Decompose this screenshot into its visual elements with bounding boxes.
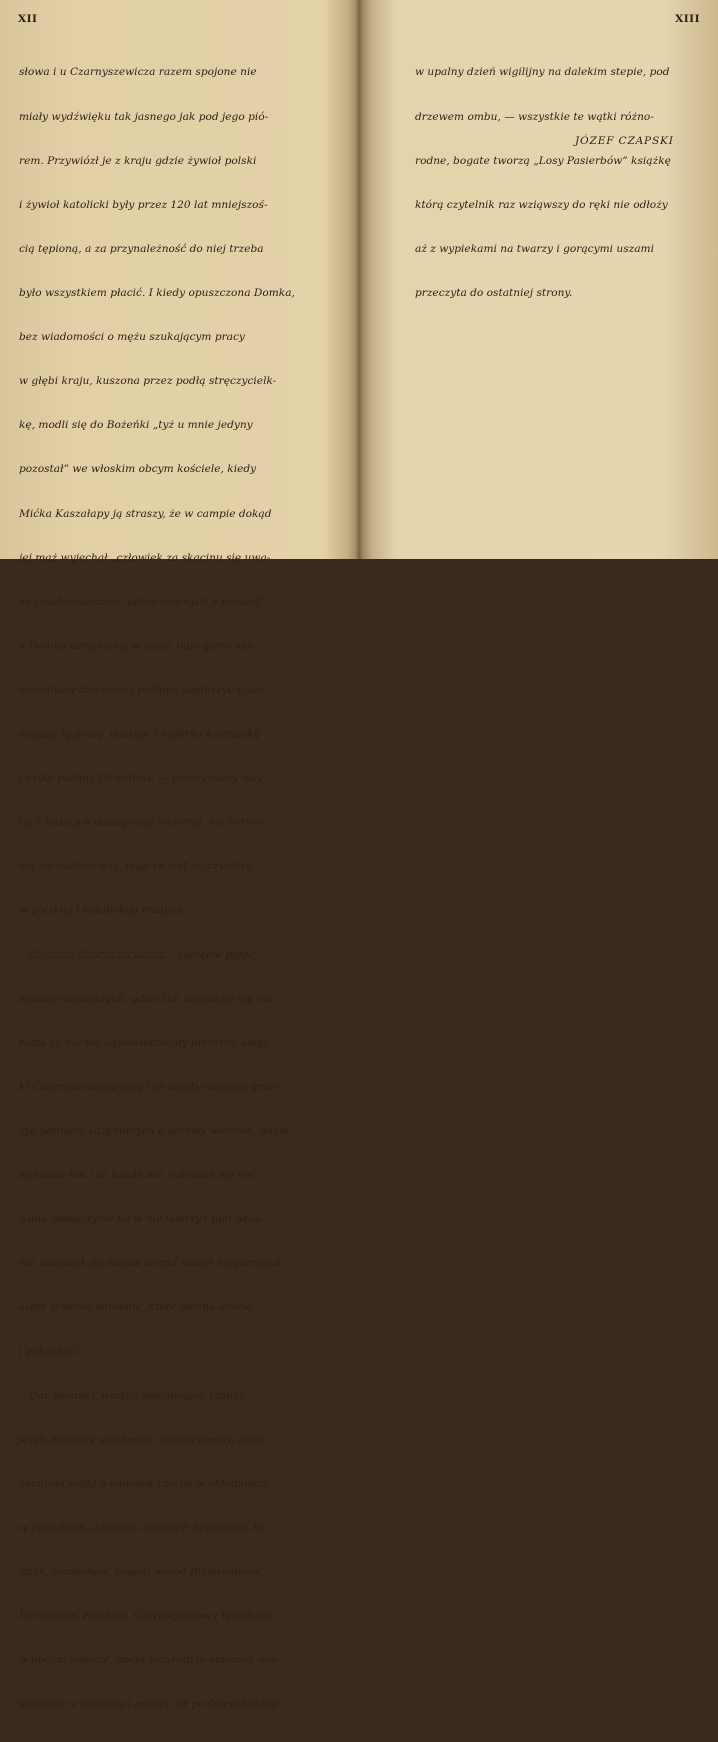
underlined-word-tak: tak	[69, 1169, 86, 1182]
text-line: w polskiej i katolickiej tradycji.	[19, 904, 187, 917]
text-fragment: za każde	[19, 1169, 69, 1182]
text-line: lokrotnie z prostotą i poezją, aż po śpiew kolędy,	[19, 1698, 280, 1711]
text-fragment: i za każde	[86, 1169, 147, 1182]
text-line: przeczyta do ostatniej strony.	[415, 286, 573, 299]
left-page-number: XII	[18, 13, 38, 25]
text-line: jatyk, zamachów, pogoni wśród Białorusinów,	[19, 1566, 263, 1579]
text-line: bez wiadomości o mężu szukającym pracy	[19, 331, 245, 344]
text-line: niającą ją grozę, dostaje z kuferka kantyczkę	[19, 728, 261, 741]
text-line: nej od wieków nici, tego co jest najczystsze	[19, 860, 252, 873]
text-line: w obcym świecie, obcej przyrodzie opisanej wie-	[19, 1654, 280, 1667]
left-page	[0, 0, 359, 1711]
text-line: cią tępioną, a za przynależność do niej trzeba	[19, 242, 264, 255]
text-line: zawsze względnych, gdzie tak wygodnie się roz-	[19, 992, 278, 1005]
text-line: nie stosunek do świata wśród nawet najgorszych	[19, 1257, 282, 1270]
author-signature: JÓZEF CZAPSKI	[575, 135, 674, 147]
text-line: żyć pełnych, zazębionych o sprawy wieczne, gdzie	[19, 1125, 289, 1138]
text-line: rodne, bogate tworzą „Losy Pasierbów” książkę	[415, 154, 671, 167]
left-page-text	[19, 36, 295, 1742]
text-line: a Domka zamyka się w izbie, daje garść sło-	[19, 639, 255, 652]
underlined-word-nie: nie	[146, 1169, 163, 1182]
text-line: i żywioł katolicki były przez 120 lat mniejszoś-	[19, 198, 268, 211]
text-line: słowa i u Czarnyszewicza razem spojone nie	[19, 66, 257, 79]
text-line: w fabrykach, dalekich campach Argentyny, bi-	[19, 1522, 267, 1535]
text-fragment: zamęcie pojęć,	[178, 948, 258, 961]
right-page-number: XIII	[675, 13, 700, 25]
text-line: drzewem ombu, — wszystkie te wątki różno-	[415, 110, 654, 123]
text-line: rem. Przywiózł je z kraju gdzie żywioł polski	[19, 154, 257, 167]
handwritten-margin-mark: \/	[170, 948, 179, 961]
text-line: pozostał” we włoskim obcym kościele, kiedy	[19, 463, 257, 476]
text-fragment: , człowiek się nie	[162, 1169, 255, 1182]
text-line: klęsk stwarza istnienie, które można uczcić	[19, 1301, 253, 1314]
text-line: necznikow dzieciom i próbuje zagłuszyć ogar-	[19, 683, 266, 696]
text-line: ża i niebezpiecznie, pełno czarnych z nożami”	[19, 595, 266, 608]
text-line: okrutnej walki o kawałek chleba w chłodniach,	[19, 1477, 271, 1490]
underlined-line	[19, 1168, 295, 1183]
text-line: było wszystkiem płacić. I kiedy opuszczona Domka,	[19, 286, 295, 299]
text-line: Ukraińców, Polaków, Czarnogórców i Włochów,	[19, 1610, 272, 1623]
text-line: i pokochać.	[19, 1345, 81, 1358]
text-line: Dar pisarski, wartka pasjonująca fabuła,	[19, 1389, 247, 1402]
edited-line	[19, 948, 295, 963]
right-page	[360, 0, 718, 559]
text-line: Mićka Kaszałapy ją straszy, że w campie dokąd	[19, 507, 272, 520]
text-line: waha oddać życie bo w nie wierzy i taki właś-	[19, 1213, 263, 1226]
text-line: miały wydźwięku tak jasnego jak pod jego pió-	[19, 110, 269, 123]
text-line: aż z wypiekami na twarzy i gorącymi uszami	[415, 242, 654, 255]
text-line: jej mąż wyjechał „człowiek za skacinu się uwa-	[19, 551, 271, 564]
text-line: kę, modli się do Bożeńki „tyż u mnie jedyny	[19, 419, 253, 432]
text-line: tych ludzi jak dalszy ciąg srebrnej, nie zerwa-	[19, 816, 265, 829]
text-line: ki Czarnyszewicza dają ten czysty diament prze-	[19, 1080, 279, 1093]
struck-through-text: Czytając Czarnyszewicza,	[29, 948, 168, 961]
text-line: którą czytelnik raz wziąwszy do ręki nie odłoży	[415, 198, 668, 211]
text-line: i czyta psalmy Dawidowe — przeżywamy losy	[19, 772, 263, 785]
text-line: język dosadny, swobodny, zróżnicowany, opisy	[19, 1433, 266, 1446]
right-page-text	[415, 36, 671, 330]
text-line: rasta za nic nie odpowiedzialny nihilizm, książ-	[19, 1036, 272, 1049]
text-line: w głębi kraju, kuszona przez podłą stręczycielk-	[19, 375, 277, 388]
text-line: w upalny dzień wigilijny na dalekim stepie, pod	[415, 66, 670, 79]
